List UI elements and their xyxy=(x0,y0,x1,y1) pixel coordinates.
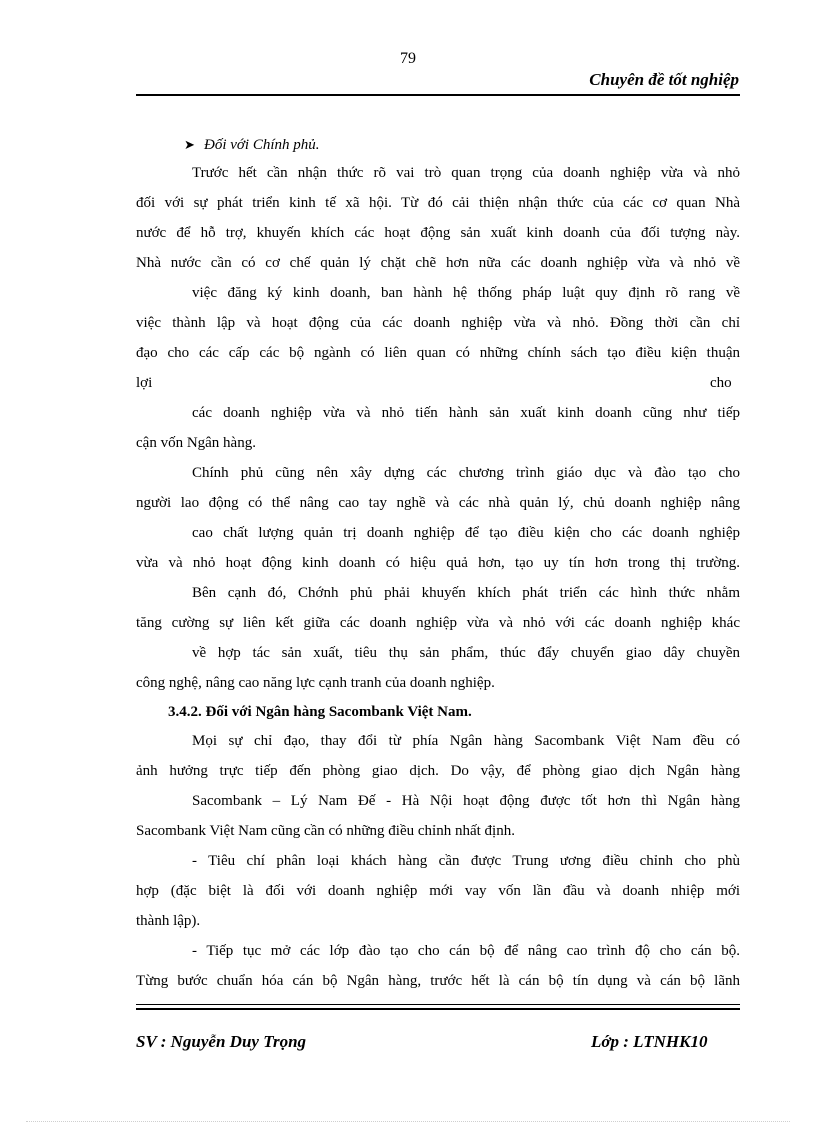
paragraph-line: ảnh hưởng trực tiếp đến phòng giao dịch. Do vậy, để phòng giao dịch Ngân hàng xyxy=(136,763,740,779)
paragraph-line: người lao động có thể nâng cao tay nghề và các nhà quản lý, chủ doanh nghiệp nâng xyxy=(136,495,740,511)
paragraph-line: Bên cạnh đó, Chớnh phủ phải khuyến khích phát triển các hình thức nhằm xyxy=(192,585,740,601)
paragraph-line: Sacombank – Lý Nam Đế - Hà Nội hoạt động được tốt hơn thì Ngân hàng xyxy=(192,793,740,809)
arrow-bullet-icon: ➤ xyxy=(184,137,195,152)
paragraph-line: Trước hết cần nhận thức rõ vai trò quan trọng của doanh nghiệp vừa và nhỏ xyxy=(192,165,740,181)
paragraph-line: cao chất lượng quản trị doanh nghiệp để tạo điều kiện cho các doanh nghiệp xyxy=(192,525,740,541)
paragraph-line: cho xyxy=(710,375,732,391)
paragraph-line: Mọi sự chỉ đạo, thay đổi từ phía Ngân hàng Sacombank Việt Nam đều có xyxy=(192,733,740,749)
paragraph-line: lợi xyxy=(136,375,153,391)
paragraph-line: việc đăng ký kinh doanh, ban hành hệ thống pháp luật quy định rõ rang về xyxy=(192,285,740,301)
footer-rule-thick xyxy=(136,1008,740,1010)
paragraph-line: Chính phủ cũng nên xây dựng các chương trình giáo dục và đào tạo cho xyxy=(192,465,740,481)
header-title: Chuyên đề tốt nghiệp xyxy=(589,70,739,89)
page-edge-divider xyxy=(26,1121,790,1122)
paragraph-line: tăng cường sự liên kết giữa các doanh nghiệp vừa và nhỏ với các doanh nghiệp khác xyxy=(136,615,740,631)
paragraph-line: việc thành lập và hoạt động của các doanh nghiệp vừa và nhỏ. Đồng thời cần chỉ xyxy=(136,315,740,331)
header-rule xyxy=(136,94,740,96)
paragraph-line: các doanh nghiệp vừa và nhỏ tiến hành sản xuất kinh doanh cũng như tiếp xyxy=(192,405,740,421)
paragraph-line: Nhà nước cần có cơ chế quản lý chặt chẽ hơn nữa các doanh nghiệp vừa và nhỏ về xyxy=(136,255,740,271)
paragraph-line: đạo cho các cấp các bộ ngành có liên quan có những chính sách tạo điều kiện thuận xyxy=(136,345,740,361)
paragraph-line: Sacombank Việt Nam cũng cần có những điều chỉnh nhất định. xyxy=(136,823,515,839)
bullet-item xyxy=(184,130,320,160)
paragraph-line: - Tiêu chí phân loại khách hàng cần được Trung ương điều chỉnh cho phù xyxy=(192,853,740,869)
footer-rule-thin xyxy=(136,1004,740,1005)
paragraph-line: vừa và nhỏ hoạt động kinh doanh có hiệu quả hơn, tạo uy tín hơn trong thị trường. xyxy=(136,555,740,571)
paragraph-line: hợp (đặc biệt là đối với doanh nghiệp mới vay vốn lần đầu và doanh nhiệp mới xyxy=(136,883,740,899)
paragraph-line: thành lập). xyxy=(136,913,201,929)
footer-class: Lớp : LTNHK10 xyxy=(591,1032,708,1051)
footer-student: SV : Nguyễn Duy Trọng xyxy=(136,1032,307,1051)
section-heading: 3.4.2. Đối với Ngân hàng Sacombank Việt Nam. xyxy=(168,704,472,720)
paragraph-line: - Tiếp tục mở các lớp đào tạo cho cán bộ để nâng cao trình độ cho cán bộ. xyxy=(192,943,740,959)
paragraph-line: Từng bước chuẩn hóa cán bộ Ngân hàng, trước hết là cán bộ tín dụng và cán bộ lãnh xyxy=(136,973,740,989)
bullet-label: Đối với Chính phủ. xyxy=(204,137,320,153)
paragraph-line: công nghệ, nâng cao năng lực cạnh tranh của doanh nghiệp. xyxy=(136,675,495,691)
paragraph-line: đối với sự phát triển kinh tế xã hội. Từ đó cải thiện nhận thức của các cơ quan Nhà xyxy=(136,195,740,211)
paragraph-line: cận vốn Ngân hàng. xyxy=(136,435,256,451)
paragraph-line: nước để hỗ trợ, khuyến khích các hoạt động sản xuất kinh doanh của đối tượng này. xyxy=(136,225,740,241)
page-number: 79 xyxy=(400,50,416,67)
paragraph-line: về hợp tác sản xuất, tiêu thụ sản phẩm, thúc đẩy chuyển giao dây chuyền xyxy=(192,645,740,661)
